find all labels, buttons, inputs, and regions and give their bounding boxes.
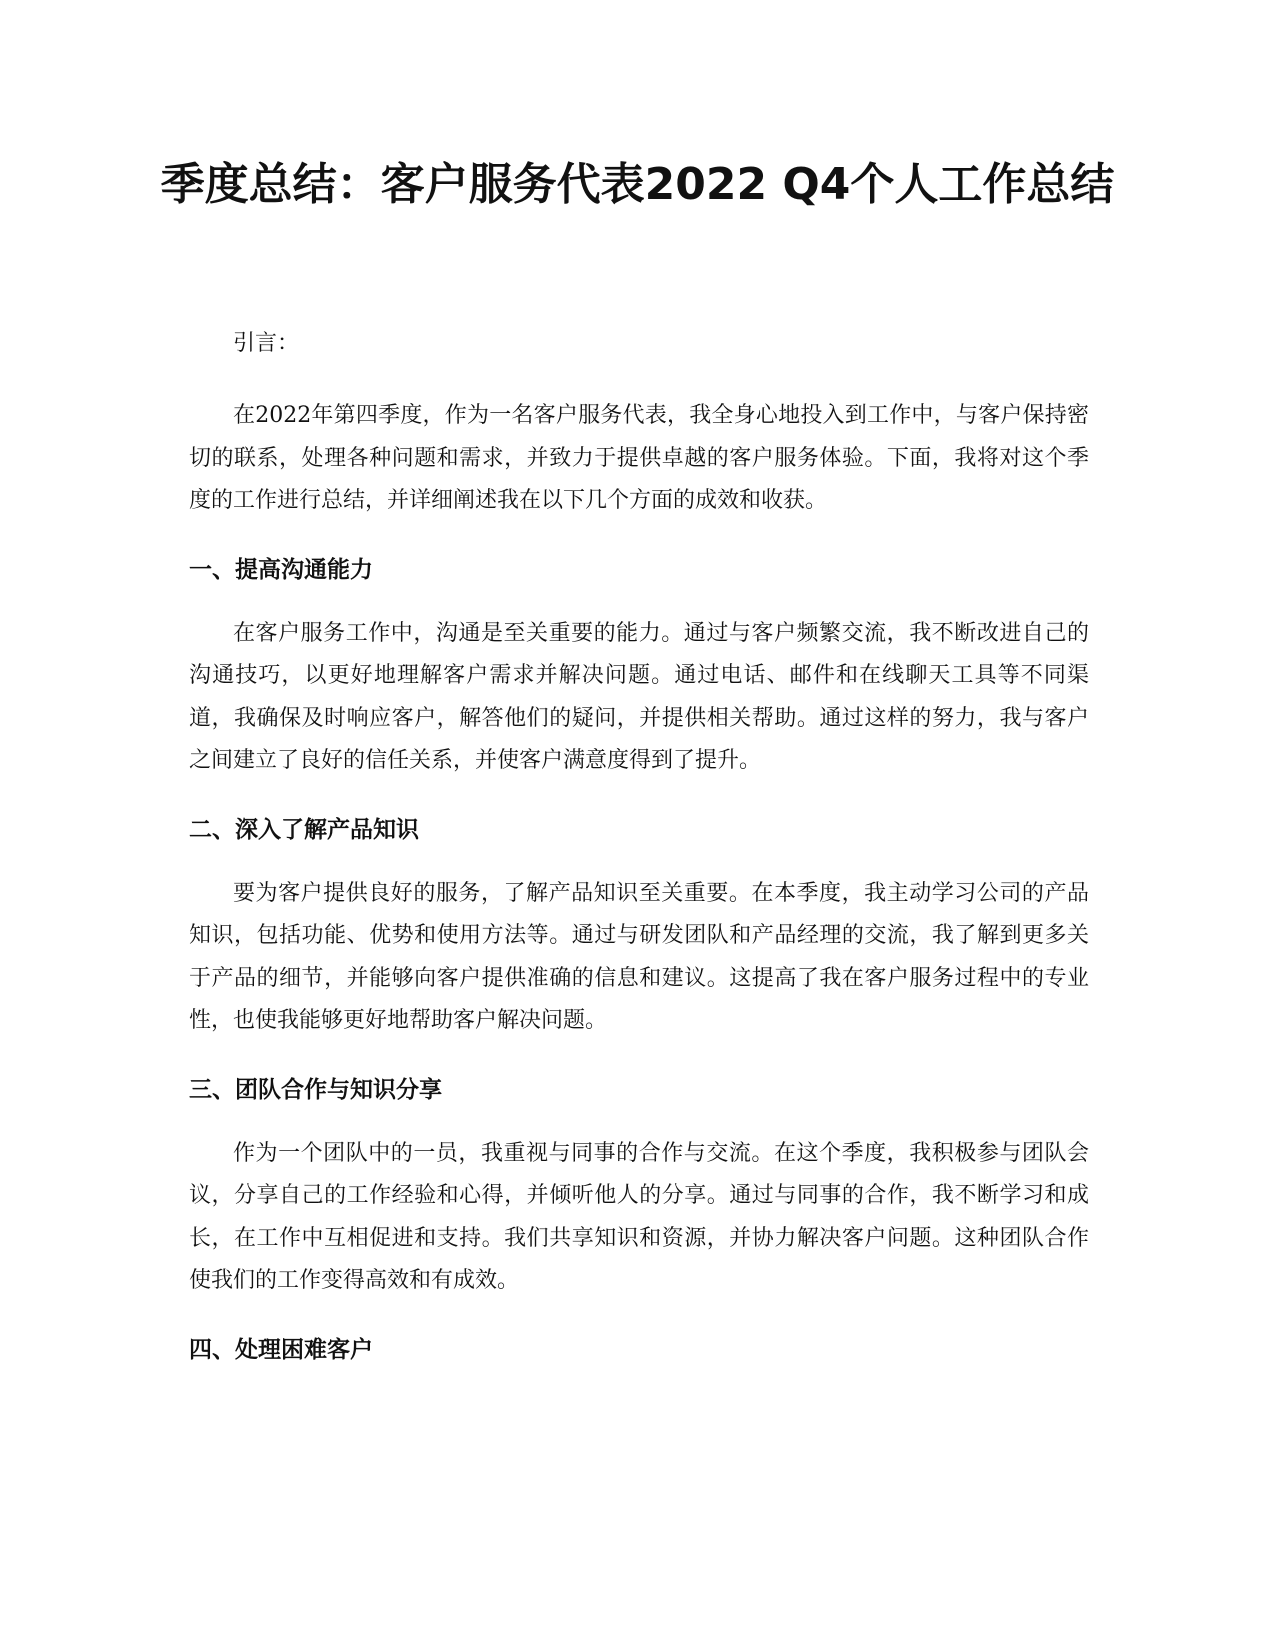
section-paragraph-product-knowledge: 要为客户提供良好的服务，了解产品知识至关重要。在本季度，我主动学习公司的产品知识，包括功能、优势和使用方法等。通过与研发团队和产品经理的交流，我了解到更多关于产品的细节，并能够向客户提供准确的信息和建议。这提高了我在客户服务过程中的专业性，也使我能够更好地帮助客户解决问题。 (189, 880, 1089, 1033)
section-heading-communication: 一、提高沟通能力 (189, 556, 373, 583)
document-body (189, 323, 1089, 1393)
intro-label: 引言： (233, 331, 300, 356)
section-paragraph-teamwork: 作为一个团队中的一员，我重视与同事的合作与交流。在这个季度，我积极参与团队会议，分享自己的工作经验和心得，并倾听他人的分享。通过与同事的合作，我不断学习和成长，在工作中互相促进和支持。我们共享知识和资源，并协力解决客户问题。这种团队合作使我们的工作变得高效和有成效。 (189, 1140, 1089, 1293)
section-heading-product-knowledge: 二、深入了解产品知识 (189, 816, 419, 843)
section-heading-teamwork: 三、团队合作与知识分享 (189, 1076, 442, 1103)
intro-paragraph: 在2022年第四季度，作为一名客户服务代表，我全身心地投入到工作中，与客户保持密切的联系，处理各种问题和需求，并致力于提供卓越的客户服务体验。下面，我将对这个季度的工作进行总结，并详细阐述我在以下几个方面的成效和收获。 (189, 403, 1089, 513)
document-title: 季度总结：客户服务代表2022 Q4个人工作总结 (160, 159, 1115, 210)
section-heading-difficult-customers: 四、处理困难客户 (189, 1336, 373, 1363)
section-paragraph-communication: 在客户服务工作中，沟通是至关重要的能力。通过与客户频繁交流，我不断改进自己的沟通技巧，以更好地理解客户需求并解决问题。通过电话、邮件和在线聊天工具等不同渠道，我确保及时响应客户，解答他们的疑问，并提供相关帮助。通过这样的努力，我与客户之间建立了良好的信任关系，并使客户满意度得到了提升。 (189, 620, 1089, 773)
